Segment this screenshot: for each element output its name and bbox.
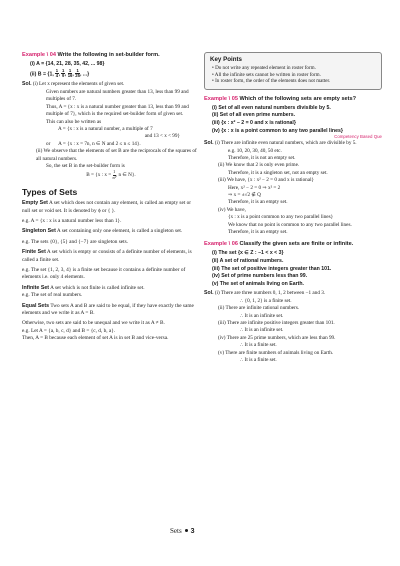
equal-sets-example-2: Then, A = B because each element of set A is in set B and vice-versa. xyxy=(22,335,169,342)
example-5-title: Which of the following sets are empty sets? xyxy=(239,95,357,102)
example-6-solution: Sol. (i) There are three numbers 0, 1, 2 between −1 and 3. ∴ {0, 1, 2} is a finite set. (ii) There are infinite rational numbers. ∴ It is an infinite set. (iii) There are infinite positive integers greater than 101. ∴ It is an infinite set. (iv) There are 25 prime numbers, which are less than 99. ∴ It is a finite set. (v) There are finite numbers of animals living on Earth. ∴ It is a finite set. xyxy=(204,290,336,364)
example-5-q4: (iv) {x : x is a point common to any two parallel lines} xyxy=(212,127,343,134)
example-5-solution: Sol. (i) There are infinite even natural numbers, which are divisible by 5. e.g. 10, 20, 30, 40, 50 etc. Therefore, it is not an empty set. (ii) We know that 2 is only even prime. Therefore, it is a singleton set, not an empty set. (iii) We have, {x : x² − 2 = 0 and x is rational} Here, x² − 2 = 0 ⇒ x² = 2 ⇒ x = ±√2 ∉ Q Therefore, it is an empty set. (iv) We have, {x : x is a point common to any two parallel lines} We know that no point is common to any two parallel lines. Therefore, it is an empty set. xyxy=(204,140,357,236)
finite-set-definition: Finite Set A set which is empty or consists of a definite number of elements, is called a finite set. xyxy=(22,249,192,263)
key-points-title: Key Points xyxy=(210,56,242,63)
example-6-heading xyxy=(204,241,382,248)
key-point-item: • All the infinite sets cannot be written in roster form. xyxy=(212,71,321,78)
example-6-q2: (ii) A set of rational numbers. xyxy=(212,258,284,265)
example-6-q5: (v) The set of animals living on Earth. xyxy=(212,280,304,287)
example-6-q4: (iv) Set of prime numbers less than 99. xyxy=(212,273,308,280)
singleton-set-example: e.g. The sets {0}, {5} and {−7} are singleton sets. xyxy=(22,238,128,245)
example-4-q2: (ii) B = {1, $\frac{1}{4}$ , $\frac{1}{9}$ , $\frac{1}{16}$ , $\frac{1}{25}$ , ...} xyxy=(30,67,90,78)
bullet-icon xyxy=(185,529,188,532)
key-point-item: • In roster form, the order of the elements does not matter. xyxy=(212,78,331,85)
right-column xyxy=(204,52,382,364)
key-points-box xyxy=(204,52,382,90)
example-5-heading xyxy=(204,96,382,103)
infinite-set-definition: Infinite Set A set which is not finite is called infinite set. xyxy=(22,284,145,291)
page-number: 3 xyxy=(190,528,195,535)
example-6-title: Classify the given sets are finite or infinite. xyxy=(239,241,354,248)
example-5-tag: Example \ 05 xyxy=(204,95,238,102)
left-column xyxy=(22,52,200,346)
page-footer xyxy=(170,527,230,535)
example-5-q1: (i) Set of all even natural numbers divisible by 5. xyxy=(212,104,331,111)
example-6-q3: (iii) The set of positive integers greater than 101. xyxy=(212,265,332,272)
equal-sets-definition: Equal Sets Two sets A and B are said to be equal, if they have exactly the same elements and we write it as A = B. xyxy=(22,302,194,317)
competency-based-tag: Competency Based Que xyxy=(334,134,382,140)
example-4-title: Write the following in set-builder form. xyxy=(57,52,160,58)
example-4-heading xyxy=(22,52,200,59)
empty-set-definition: Empty Set A set which does not contain any element, is called an empty set or null set or void set. It is denoted by ϕ or { }. xyxy=(22,200,192,214)
unequal-sets-text: Otherwise, two sets are said to be unequal and we write it as A ≠ B. xyxy=(22,320,165,327)
example-4-solution: Sol. (i) Let x represent the elements of given set. Given numbers are natural numbers greater than 13, less than 99 and multiples of 7. Thus, A = {x : x is a natural number greater than 13, less than 99 and multiple of 7}, which is the required set-builder form of given set. This can also be written as A = {x : x is a natural number, a multiple of 7 and 13 < x < 99} or A = {x : x = 7n, n ∈ N and 2 ≤ n ≤ 14}. (ii) We observe that the elements of set B are the reciprocals of the squares of all natural numbers. So, the set B in the set-builder form is B = {x : x = $\frac{1}{\text{n²}}$ , n ∈ N}. xyxy=(22,81,197,180)
infinite-set-example: e.g. The set of real numbers. xyxy=(22,292,83,299)
example-6-tag: Example \ 06 xyxy=(204,241,238,248)
singleton-set-definition: Singleton Set A set containing only one element, is called a singleton set. xyxy=(22,228,183,235)
example-5-q3: (iii) {x : x² − 2 = 0 and x is rational} xyxy=(212,119,296,126)
example-4-q1: (i) A = {14, 21, 28, 35, 42, ... 98} xyxy=(30,61,105,67)
key-point-item: • Do not write any repeated element in roster form. xyxy=(212,65,316,71)
example-4-tag: Example \ 04 xyxy=(22,52,56,58)
finite-set-example: e.g. The set {1, 2, 3, 4} is a finite set because it contains a definite number of elements i.e. only 4 elements. xyxy=(22,267,186,281)
example-5-q2: (ii) Set of all even prime numbers. xyxy=(212,112,296,119)
example-6-q1: (i) The set {x ∈ Z : −1 < x < 3} xyxy=(212,250,284,257)
chapter-name: Sets xyxy=(170,527,182,535)
equal-sets-example: e.g. Let A = {a, b, c, d} and B = {c, d, b, a}. xyxy=(22,327,116,334)
types-of-sets-heading: Types of Sets xyxy=(22,187,78,198)
empty-set-example: e.g. A = {x : x is a natural number less than 1}. xyxy=(22,217,122,224)
